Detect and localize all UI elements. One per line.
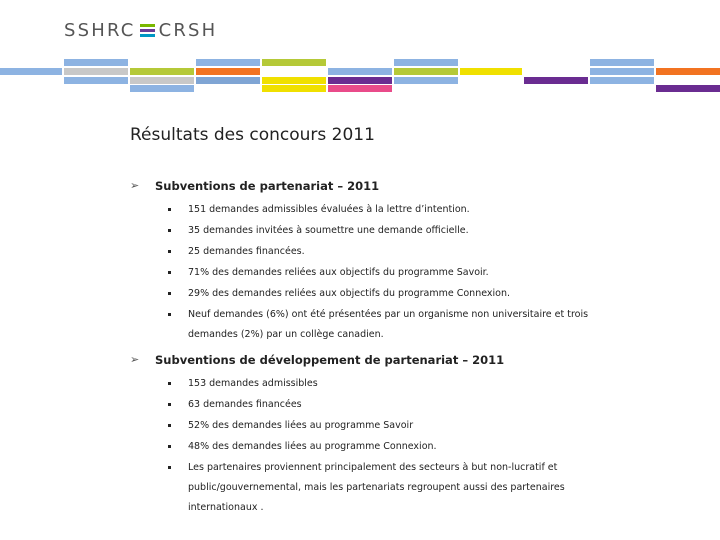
list-item: [155, 305, 610, 345]
list-item: [155, 242, 610, 262]
color-bar: [196, 59, 260, 66]
color-bar: [196, 77, 260, 84]
list-item: [155, 458, 610, 518]
slide-content: [130, 178, 610, 519]
square-bullet-icon: [168, 271, 171, 274]
section-heading: Subventions de développement de partenariat – 2011: [155, 353, 505, 367]
logo-mark-icon: [140, 23, 155, 38]
bullet-list: [155, 200, 610, 345]
list-item-text: 63 demandes financées: [188, 399, 302, 410]
list-item-text: 48% des demandes liées au programme Connexion.: [188, 441, 437, 452]
square-bullet-icon: [168, 313, 171, 316]
list-item-text: Les partenaires proviennent principalement des secteurs à but non-lucratif et public/gouvernemental, mais les partenariats regroupent aussi des partenaires internationaux .: [188, 462, 565, 513]
list-item: [155, 221, 610, 241]
list-item-text: 29% des demandes reliées aux objectifs du programme Connexion.: [188, 288, 511, 299]
square-bullet-icon: [168, 424, 171, 427]
color-bar: [130, 68, 194, 75]
color-bar: [394, 59, 458, 66]
square-bullet-icon: [168, 292, 171, 295]
color-bar: [196, 68, 260, 75]
list-item-text: Neuf demandes (6%) ont été présentées par un organisme non universitaire et trois demandes (2%) par un collège canadien.: [188, 309, 589, 340]
list-item-text: 25 demandes financées.: [188, 246, 305, 257]
color-bar: [656, 68, 720, 75]
section-partnership-development-grants: [130, 352, 610, 518]
color-bar: [262, 77, 326, 84]
color-bar: [590, 68, 654, 75]
list-item: [155, 395, 610, 415]
color-bar: [328, 77, 392, 84]
section-partnership-grants: [130, 178, 610, 345]
color-bar: [394, 77, 458, 84]
logo-mark-stripe: [140, 29, 155, 32]
list-item-text: 151 demandes admissibles évaluées à la lettre d’intention.: [188, 204, 470, 215]
color-bar: [590, 77, 654, 84]
logo-mark-stripe: [140, 24, 155, 27]
logo-mark-stripe: [140, 34, 155, 37]
color-bar: [328, 85, 392, 92]
list-item-text: 35 demandes invitées à soumettre une demande officielle.: [188, 225, 469, 236]
color-bar: [64, 68, 128, 75]
color-bar: [64, 77, 128, 84]
color-bar: [0, 68, 62, 75]
color-bar: [328, 68, 392, 75]
list-item: [155, 263, 610, 283]
logo-text-sshrc: SSHRC: [64, 19, 136, 41]
list-item: [155, 416, 610, 436]
color-bar: [130, 85, 194, 92]
bullet-list: [155, 374, 610, 518]
list-item-text: 52% des demandes liées au programme Savoir: [188, 420, 414, 431]
list-item: [155, 437, 610, 457]
square-bullet-icon: [168, 229, 171, 232]
list-item-text: 153 demandes admissibles: [188, 378, 318, 389]
list-item: [155, 284, 610, 304]
sshrc-crsh-logo: [64, 20, 217, 40]
color-bar: [590, 59, 654, 66]
logo-text-crsh: CRSH: [158, 19, 218, 41]
color-bar: [460, 68, 522, 75]
arrow-bullet-icon: ➢: [130, 353, 140, 366]
square-bullet-icon: [168, 382, 171, 385]
square-bullet-icon: [168, 250, 171, 253]
color-bar: [262, 85, 326, 92]
arrow-bullet-icon: ➢: [130, 179, 140, 192]
color-bar: [262, 59, 326, 66]
color-bar: [656, 85, 720, 92]
square-bullet-icon: [168, 403, 171, 406]
section-heading: Subventions de partenariat – 2011: [155, 179, 380, 193]
color-bar: [130, 77, 194, 84]
color-bar: [524, 77, 588, 84]
color-bar: [394, 68, 458, 75]
square-bullet-icon: [168, 445, 171, 448]
square-bullet-icon: [168, 466, 171, 469]
slide-title: Résultats des concours 2011: [130, 125, 375, 145]
square-bullet-icon: [168, 208, 171, 211]
list-item-text: 71% des demandes reliées aux objectifs du programme Savoir.: [188, 267, 489, 278]
color-bar: [64, 59, 128, 66]
list-item: [155, 200, 610, 220]
decorative-color-bars: [0, 59, 720, 95]
list-item: [155, 374, 610, 394]
